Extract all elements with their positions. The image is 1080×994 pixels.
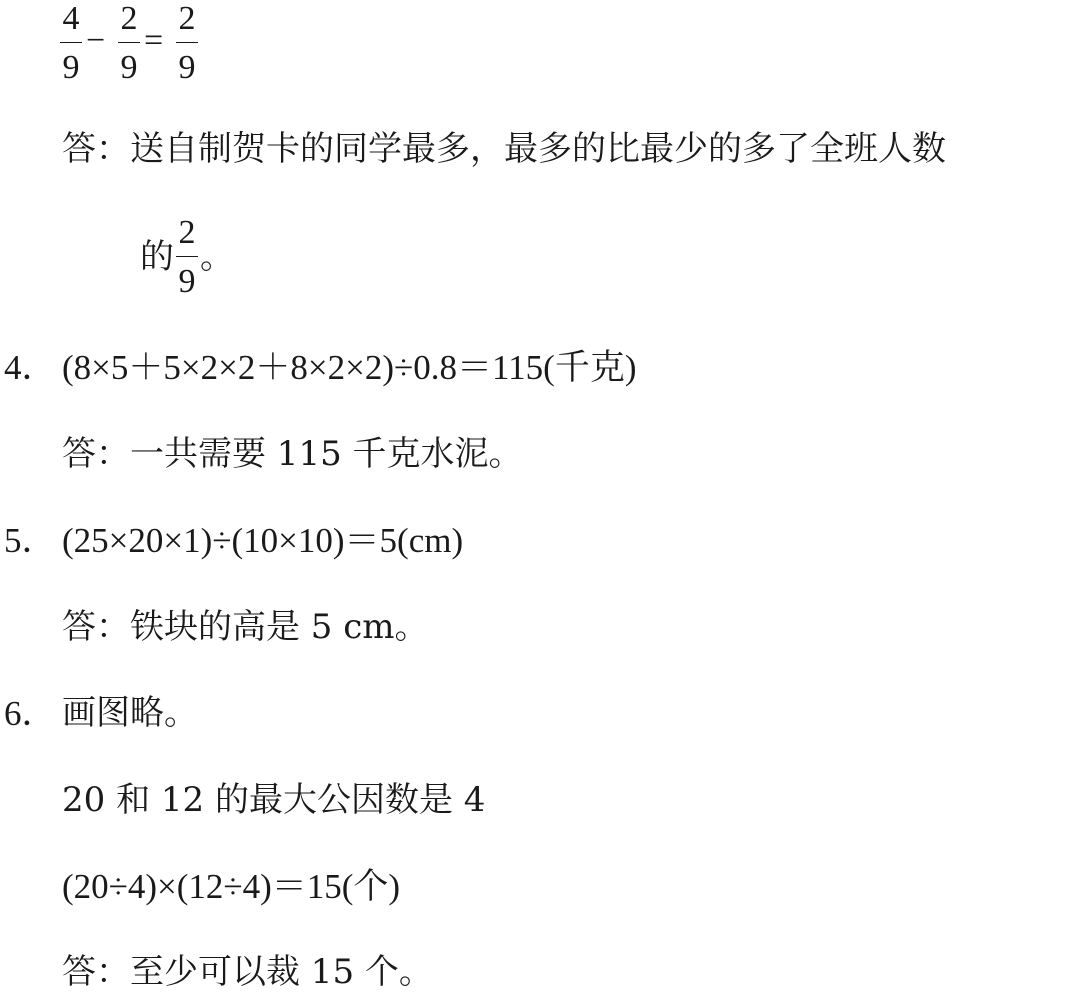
denominator: 9 (62, 49, 80, 86)
fraction-bar (60, 42, 82, 43)
question-4-formula: (8×5＋5×2×2＋8×2×2)÷0.8＝115(千克) (62, 348, 637, 387)
fraction-bar (176, 256, 198, 257)
question-5-answer: 答：铁块的高是 5 cm。 (62, 607, 429, 647)
numerator: 4 (62, 0, 80, 37)
question-4-answer: 答：一共需要 115 千克水泥。 (62, 434, 523, 474)
denominator: 9 (120, 49, 138, 86)
denominator: 9 (178, 263, 196, 300)
fraction-bar (118, 42, 140, 43)
question-6-line3: (20÷4)×(12÷4)＝15(个) (62, 867, 401, 906)
q3-answer-line1: 答：送自制贺卡的同学最多，最多的比最少的多了全班人数 (62, 129, 946, 169)
denominator: 9 (178, 49, 196, 86)
question-4-number: 4． (4, 348, 57, 387)
fraction-2-9-a (118, 2, 140, 85)
numerator: 2 (178, 0, 196, 37)
q3-answer-suffix: 。 (200, 237, 234, 277)
question-6-line1: 画图略。 (62, 693, 198, 733)
question-6-number: 6． (4, 694, 57, 733)
fraction-4-9 (60, 2, 82, 85)
question-5-number: 5． (4, 521, 57, 560)
question-6-answer: 答：至少可以裁 15 个。 (62, 952, 433, 992)
q3-answer-prefix: 的 (140, 237, 174, 277)
fraction-2-9-b (176, 2, 198, 85)
equals-sign: = (144, 22, 164, 59)
numerator: 2 (178, 214, 196, 251)
question-5-formula: (25×20×1)÷(10×10)＝5(cm) (62, 521, 464, 560)
minus-sign: − (86, 22, 106, 59)
numerator: 2 (120, 0, 138, 37)
fraction-bar (176, 42, 198, 43)
q3-answer-fraction (176, 216, 198, 299)
question-6-line2: 20 和 12 的最大公因数是 4 (62, 780, 486, 820)
